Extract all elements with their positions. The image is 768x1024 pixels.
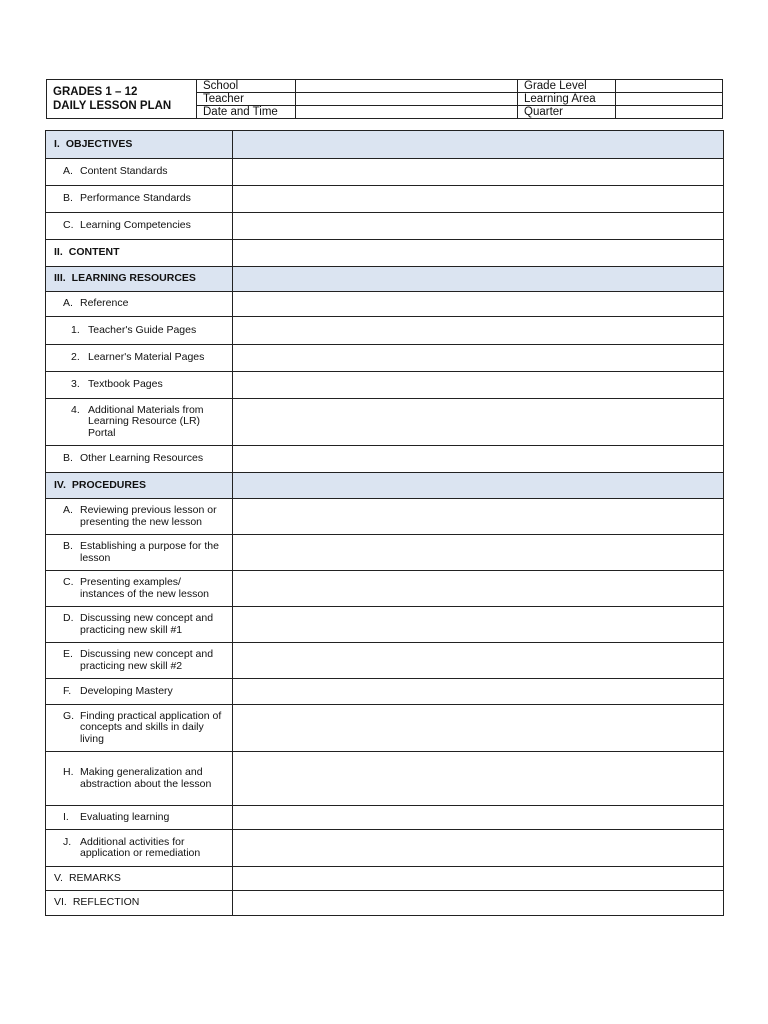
row-reviewing-previous-lesson	[46, 499, 724, 535]
performance-standards-label-cell	[46, 186, 233, 213]
additional-materials-text: Additional Materials from Learning Resource (LR) Portal	[88, 403, 204, 439]
teachers-guide-pages-marker: 1.	[71, 323, 80, 336]
discussing-new-concept-1-label	[54, 613, 228, 636]
content-standards-marker: A.	[63, 165, 73, 178]
remarks-label-cell	[46, 867, 233, 891]
objectives-marker: I.	[54, 137, 60, 150]
evaluating-learning-label-cell	[46, 806, 233, 830]
objectives-text: OBJECTIVES	[65, 137, 133, 150]
quarter-label: Quarter	[518, 106, 616, 119]
learners-material-pages-text: Learner's Material Pages	[88, 351, 205, 364]
textbook-pages-label-cell	[46, 372, 233, 399]
row-teachers-guide-pages	[46, 317, 724, 345]
teachers-guide-pages-label	[54, 325, 228, 337]
performance-standards-label	[54, 193, 228, 205]
learning-area-field[interactable]	[616, 93, 723, 106]
other-learning-resources-label-cell	[46, 446, 233, 473]
discussing-new-concept-1-entry-cell[interactable]	[233, 607, 724, 643]
establishing-purpose-entry-cell[interactable]	[233, 535, 724, 571]
presenting-examples-entry-cell[interactable]	[233, 571, 724, 607]
row-other-learning-resources	[46, 446, 724, 473]
making-generalization-label-cell	[46, 752, 233, 806]
row-reflection	[46, 891, 724, 916]
reference-label-cell	[46, 292, 233, 317]
other-learning-resources-text: Other Learning Resources	[80, 452, 204, 465]
row-learners-material-pages	[46, 345, 724, 372]
evaluating-learning-label	[54, 812, 228, 824]
discussing-new-concept-2-entry-cell[interactable]	[233, 643, 724, 679]
plan-title-line1: GRADES 1 – 12	[53, 86, 138, 98]
row-finding-practical-application	[46, 705, 724, 752]
discussing-new-concept-2-text: Discussing new concept and practicing new skill #2	[80, 648, 214, 672]
row-learning-competencies	[46, 213, 724, 240]
finding-practical-application-marker: G.	[63, 709, 75, 722]
reference-entry-cell[interactable]	[233, 292, 724, 317]
teachers-guide-pages-text: Teacher's Guide Pages	[88, 323, 197, 336]
performance-standards-marker: B.	[63, 192, 73, 205]
teachers-guide-pages-label-cell	[46, 317, 233, 345]
other-learning-resources-entry-cell[interactable]	[233, 446, 724, 473]
discussing-new-concept-2-label-cell	[46, 643, 233, 679]
content-standards-text: Content Standards	[80, 165, 168, 178]
remarks-text: REMARKS	[68, 871, 121, 884]
row-additional-activities	[46, 830, 724, 867]
content-label	[54, 247, 232, 259]
plan-title	[47, 80, 197, 119]
finding-practical-application-label	[54, 711, 228, 746]
learning-resources-text: LEARNING RESOURCES	[71, 272, 196, 285]
presenting-examples-label-cell	[46, 571, 233, 607]
content-standards-label	[54, 166, 228, 178]
reference-label	[54, 298, 228, 310]
learning-resources-entry-cell[interactable]	[233, 267, 724, 292]
discussing-new-concept-2-marker: E.	[63, 648, 73, 660]
row-learning-resources	[46, 267, 724, 292]
row-procedures	[46, 473, 724, 499]
learning-competencies-marker: C.	[63, 219, 74, 232]
developing-mastery-label-cell	[46, 679, 233, 705]
reflection-entry-cell[interactable]	[233, 891, 724, 916]
remarks-marker: V.	[54, 871, 63, 884]
objectives-entry-cell[interactable]	[233, 131, 724, 159]
procedures-label-cell	[46, 473, 233, 499]
discussing-new-concept-2-label	[54, 649, 228, 672]
date-time-field[interactable]	[296, 106, 518, 119]
row-additional-materials	[46, 399, 724, 446]
procedures-label	[54, 480, 232, 492]
content-marker: II.	[54, 246, 63, 259]
other-learning-resources-label	[54, 453, 228, 465]
objectives-label	[54, 139, 232, 151]
additional-materials-entry-cell[interactable]	[233, 399, 724, 446]
reflection-label	[54, 897, 232, 909]
procedures-entry-cell[interactable]	[233, 473, 724, 499]
learning-competencies-text: Learning Competencies	[80, 219, 191, 232]
row-performance-standards	[46, 186, 724, 213]
lesson-plan-table	[45, 130, 724, 916]
evaluating-learning-marker: I.	[63, 810, 69, 823]
header-info-table	[46, 79, 723, 119]
learners-material-pages-entry-cell[interactable]	[233, 345, 724, 372]
row-remarks	[46, 867, 724, 891]
reviewing-previous-lesson-text: Reviewing previous lesson or presenting the new lesson	[80, 504, 217, 528]
making-generalization-marker: H.	[63, 766, 74, 778]
row-presenting-examples	[46, 571, 724, 607]
teacher-label: Teacher	[197, 93, 296, 106]
establishing-purpose-label-cell	[46, 535, 233, 571]
quarter-field[interactable]	[616, 106, 723, 119]
discussing-new-concept-1-text: Discussing new concept and practicing new skill #1	[80, 612, 214, 636]
making-generalization-label	[54, 767, 228, 790]
learners-material-pages-label	[54, 352, 228, 364]
additional-activities-label-cell	[46, 830, 233, 867]
learning-resources-label	[54, 273, 232, 285]
performance-standards-entry-cell[interactable]	[233, 186, 724, 213]
finding-practical-application-entry-cell[interactable]	[233, 705, 724, 752]
developing-mastery-text: Developing Mastery	[80, 684, 173, 697]
reviewing-previous-lesson-marker: A.	[63, 504, 73, 516]
textbook-pages-label	[54, 379, 228, 391]
remarks-label	[54, 873, 232, 885]
developing-mastery-label	[54, 686, 228, 698]
developing-mastery-entry-cell[interactable]	[233, 679, 724, 705]
date-time-label: Date and Time	[197, 106, 296, 119]
finding-practical-application-label-cell	[46, 705, 233, 752]
presenting-examples-text: Presenting examples/ instances of the new lesson	[80, 576, 209, 600]
content-label-cell	[46, 240, 233, 267]
row-content	[46, 240, 724, 267]
teacher-field[interactable]	[296, 93, 518, 106]
row-establishing-purpose	[46, 535, 724, 571]
evaluating-learning-entry-cell[interactable]	[233, 806, 724, 830]
evaluating-learning-text: Evaluating learning	[80, 810, 170, 823]
procedures-marker: IV.	[54, 478, 66, 491]
row-textbook-pages	[46, 372, 724, 399]
additional-activities-marker: J.	[63, 835, 72, 848]
lesson-plan-body	[46, 131, 724, 916]
additional-materials-label	[54, 405, 228, 440]
textbook-pages-text: Textbook Pages	[88, 378, 163, 391]
reference-marker: A.	[63, 297, 73, 310]
presenting-examples-marker: C.	[63, 576, 74, 588]
reflection-label-cell	[46, 891, 233, 916]
developing-mastery-marker: F.	[63, 684, 72, 697]
row-evaluating-learning	[46, 806, 724, 830]
row-objectives	[46, 131, 724, 159]
procedures-text: PROCEDURES	[71, 478, 146, 491]
row-content-standards	[46, 159, 724, 186]
reference-text: Reference	[80, 297, 129, 310]
plan-title-line2: DAILY LESSON PLAN	[53, 100, 172, 112]
other-learning-resources-marker: B.	[63, 452, 73, 465]
grade-level-field[interactable]	[616, 80, 723, 93]
grade-level-label: Grade Level	[518, 80, 616, 93]
additional-activities-entry-cell[interactable]	[233, 830, 724, 867]
reflection-marker: VI.	[54, 896, 67, 909]
learning-area-label: Learning Area	[518, 93, 616, 106]
additional-materials-marker: 4.	[71, 403, 80, 416]
remarks-entry-cell[interactable]	[233, 867, 724, 891]
making-generalization-text: Making generalization and abstraction about the lesson	[80, 766, 212, 790]
reflection-text: REFLECTION	[72, 896, 140, 909]
learning-competencies-entry-cell[interactable]	[233, 213, 724, 240]
textbook-pages-entry-cell[interactable]	[233, 372, 724, 399]
content-standards-entry-cell[interactable]	[233, 159, 724, 186]
establishing-purpose-marker: B.	[63, 540, 73, 552]
row-discussing-new-concept-1	[46, 607, 724, 643]
additional-activities-text: Additional activities for application or remediation	[80, 835, 201, 859]
content-standards-label-cell	[46, 159, 233, 186]
row-discussing-new-concept-2	[46, 643, 724, 679]
making-generalization-entry-cell[interactable]	[233, 752, 724, 806]
establishing-purpose-text: Establishing a purpose for the lesson	[80, 540, 219, 564]
performance-standards-text: Performance Standards	[80, 192, 191, 205]
row-reference	[46, 292, 724, 317]
row-making-generalization	[46, 752, 724, 806]
reviewing-previous-lesson-entry-cell[interactable]	[233, 499, 724, 535]
teachers-guide-pages-entry-cell[interactable]	[233, 317, 724, 345]
establishing-purpose-label	[54, 541, 228, 564]
learning-competencies-label-cell	[46, 213, 233, 240]
presenting-examples-label	[54, 577, 228, 600]
objectives-label-cell	[46, 131, 233, 159]
textbook-pages-marker: 3.	[71, 378, 80, 391]
learners-material-pages-marker: 2.	[71, 351, 80, 364]
reviewing-previous-lesson-label-cell	[46, 499, 233, 535]
additional-activities-label	[54, 837, 228, 860]
discussing-new-concept-1-marker: D.	[63, 612, 74, 624]
content-entry-cell[interactable]	[233, 240, 724, 267]
row-developing-mastery	[46, 679, 724, 705]
additional-materials-label-cell	[46, 399, 233, 446]
learners-material-pages-label-cell	[46, 345, 233, 372]
learning-competencies-label	[54, 220, 228, 232]
reviewing-previous-lesson-label	[54, 505, 228, 528]
header-row	[47, 80, 723, 93]
discussing-new-concept-1-label-cell	[46, 607, 233, 643]
content-text: CONTENT	[68, 246, 120, 259]
learning-resources-marker: III.	[54, 272, 66, 285]
finding-practical-application-text: Finding practical application of concepts and skills in daily living	[80, 709, 222, 745]
school-label: School	[197, 80, 296, 93]
school-field[interactable]	[296, 80, 518, 93]
learning-resources-label-cell	[46, 267, 233, 292]
